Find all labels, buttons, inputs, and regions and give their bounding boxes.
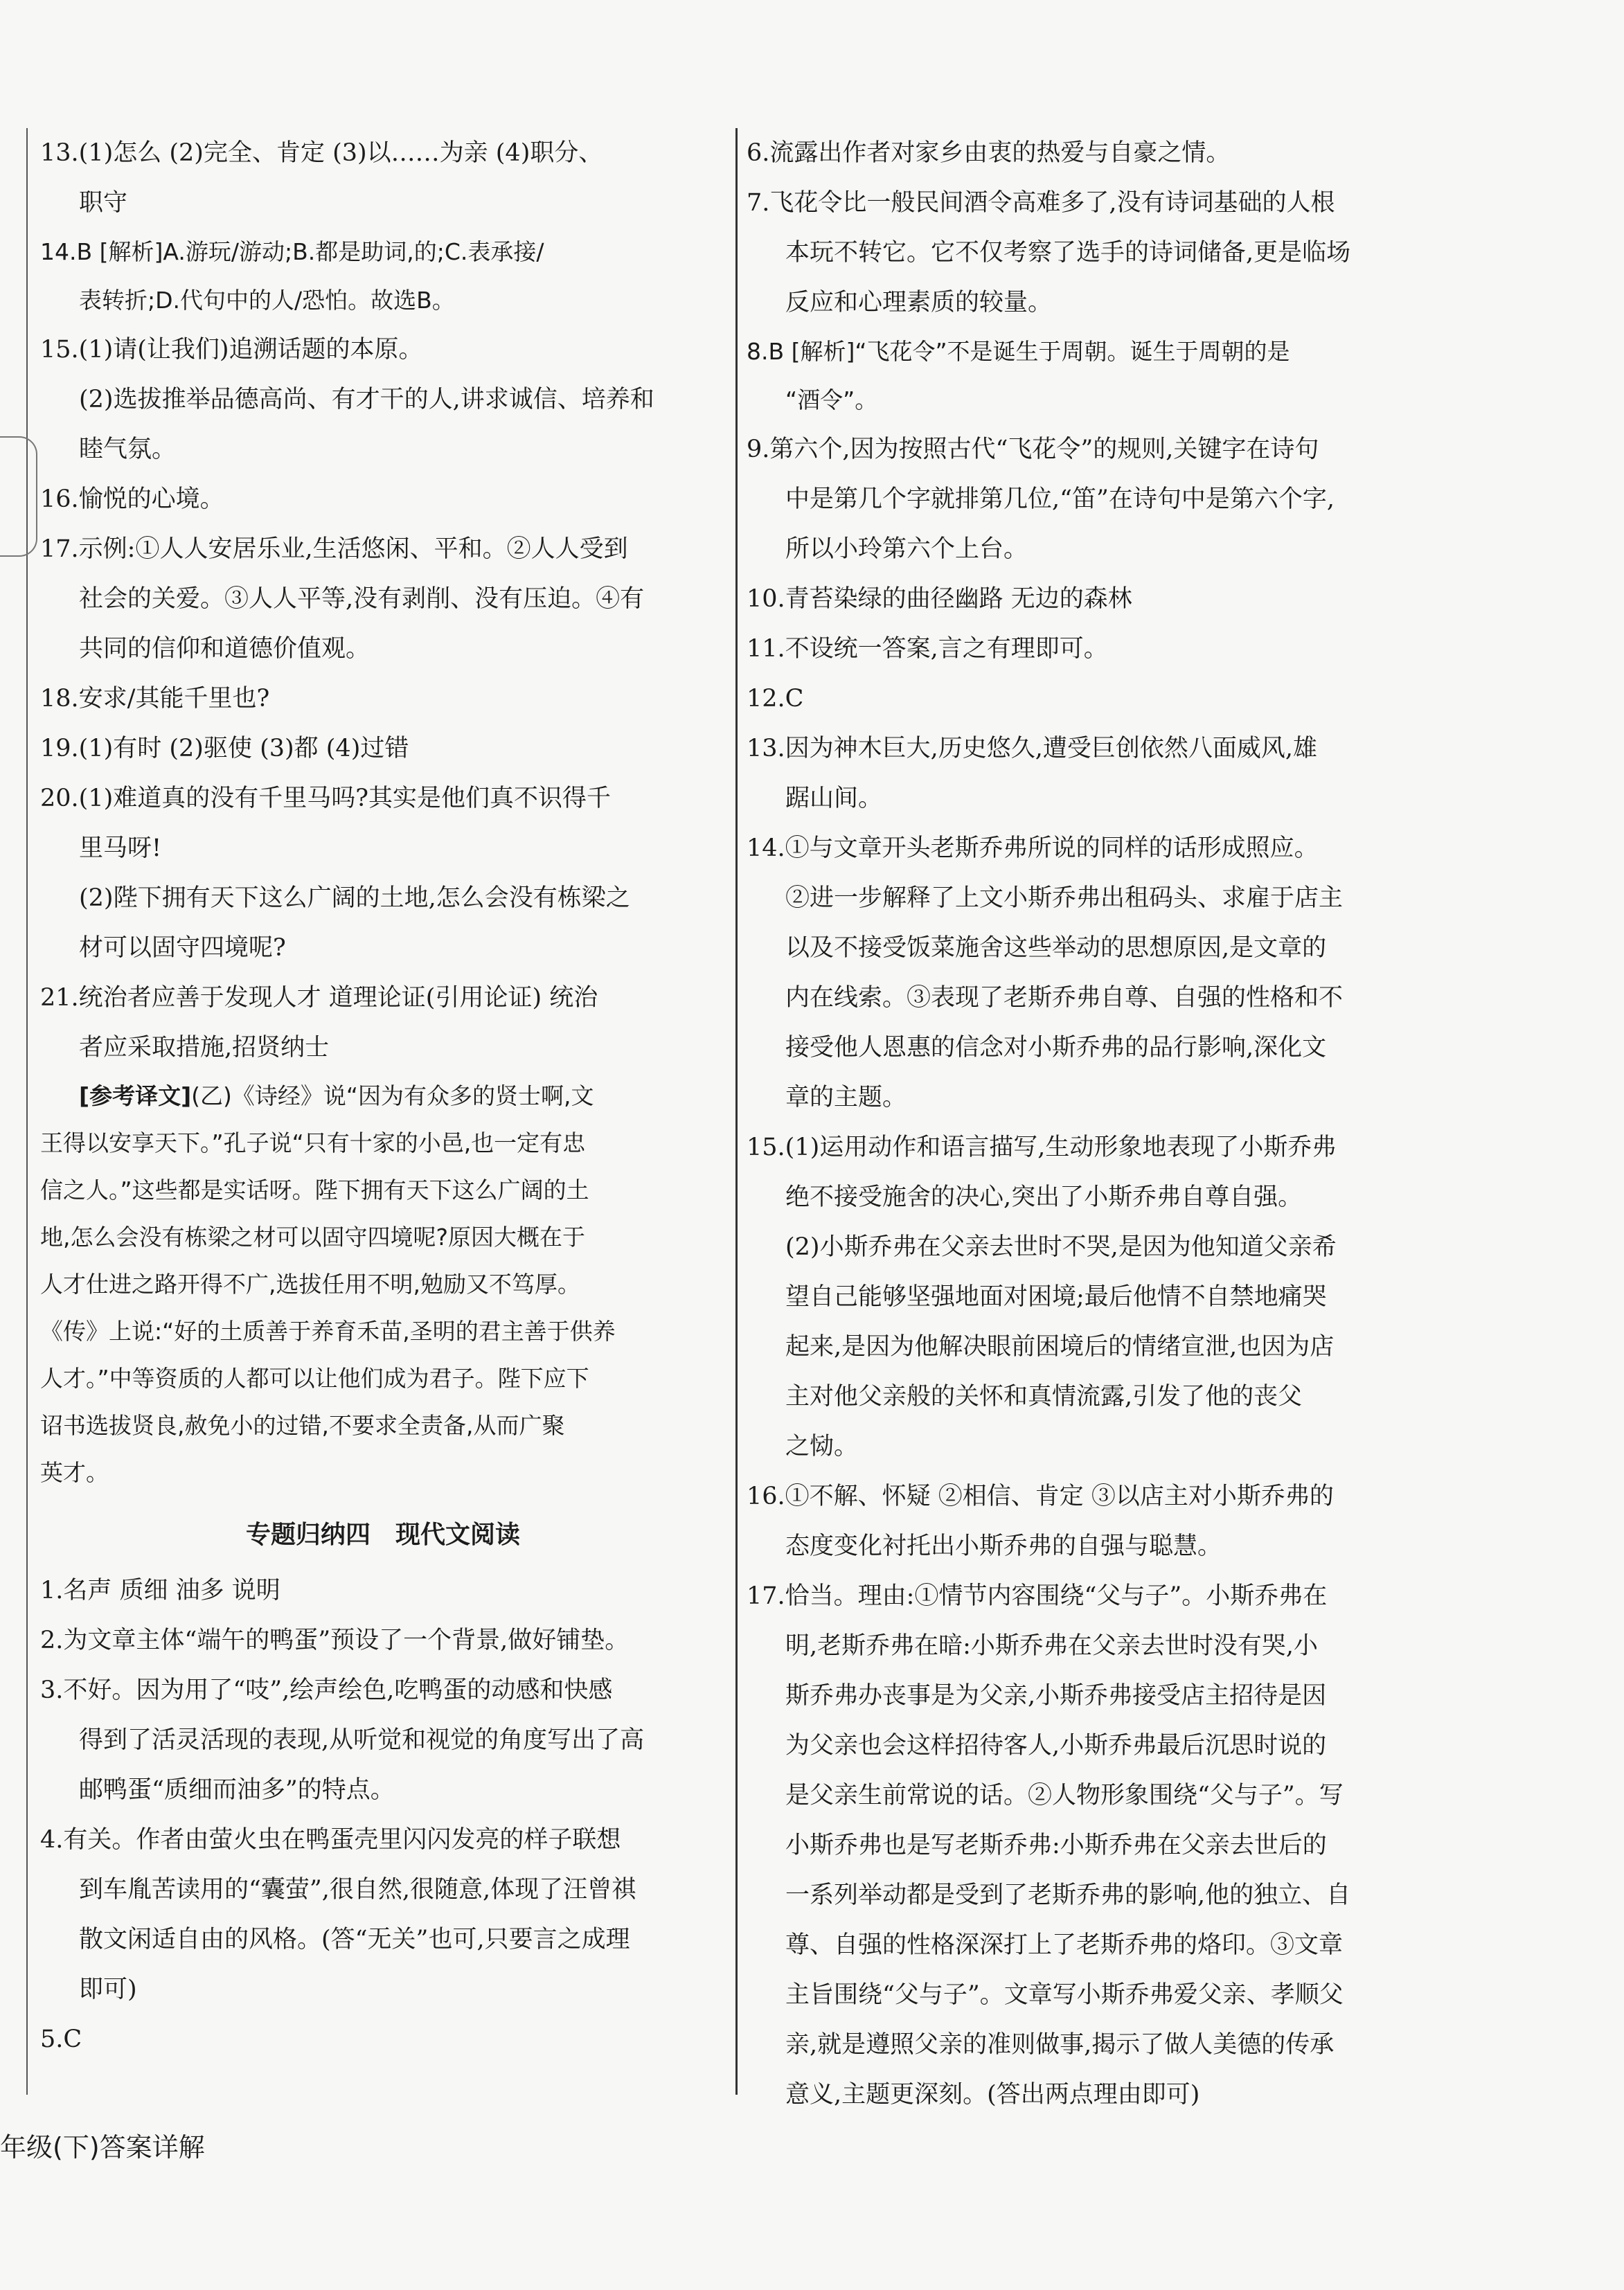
modern-answer-17: 17.恰当。理由:①情节内容围绕“父与子”。小斯乔弗在 明,老斯乔弗在暗:小斯乔弗在父亲去世时没有哭,小 斯乔弗办丧事是为父亲,小斯乔弗接受店主招待是因 为父亲也会这样招待客人,小斯乔弗最后沉思时说的 是父亲生前常说的话。②人物形象围绕“父与子”。写 小斯乔弗也是写老斯乔弗:小斯乔弗在父亲去世后的 一系列举动都是受到了老斯乔弗的影响,他的独立、自 尊、自强的性格深深打上了老斯乔弗的烙印。③文章 主旨围绕“父与子”。文章写小斯乔弗爱父亲、孝顺父 亲,就是遵照父亲的准则做事,揭示了做人美德的传承 意义,主题更深刻。(答出两点理由即可) [747,1582,1351,2109]
modern-answer-4: 4.有关。作者由萤火虫在鸭蛋壳里闪闪发亮的样子联想 到车胤苦读用的“囊萤”,很自然,很随意,体现了汪曾祺 散文闲适自由的风格。(答“无关”也可,只要言之成理 即可) [40,1826,636,2003]
modern-answer-14: 14.①与文章开头老斯乔弗所说的同样的话形成照应。 ②进一步解释了上文小斯乔弗出租码头、求雇于店主 以及不接受饭菜施舍这些举动的思想原因,是文章的 内在线索。③表现了老斯乔弗自尊、自强的性格和不 接受他人恩惠的信念对小斯乔弗的品行影响,深化文 章的主题。 [747,834,1344,1111]
modern-answer-16: 16.①不解、怀疑 ②相信、肯定 ③以店主对小斯乔弗的 态度变化衬托出小斯乔弗的自强与聪慧。 [747,1483,1334,1560]
answer-17: 17.示例:①人人安居乐业,生活悠闲、平和。②人人受到 社会的关爱。③人人平等,没有剥削、没有压迫。④有 共同的信仰和道德价值观。 [40,535,645,663]
modern-answer-9: 9.第六个,因为按照古代“飞花令”的规则,关键字在诗句 中是第几个字就排第几位,“笛”在诗句中是第六个字, 所以小玲第六个上台。 [747,436,1335,563]
answer-14: 14.B [解析]A.游玩/游动;B.都是助词,的;C.表承接/ 表转折;D.代句中的人/恐怕。故选B。 [40,238,544,314]
answer-20: 20.(1)难道真的没有千里马吗?其实是他们真不识得千 里马呀! (2)陛下拥有天下这么广阔的土地,怎么会没有栋梁之 材可以固守四境呢? [40,785,630,962]
modern-answer-13: 13.因为神木巨大,历史悠久,遭受巨创依然八面威风,雄 踞山间。 [747,735,1318,812]
modern-answer-11: 11.不设统一答案,言之有理即可。 [747,635,1108,663]
modern-answer-12: 12.C [747,685,804,713]
modern-answer-10: 10.青苔染绿的曲径幽路 无边的森林 [747,585,1132,613]
column-divider [735,128,738,2095]
modern-answer-5: 5.C [40,2025,82,2053]
modern-answer-6: 6.流露出作者对家乡由衷的热爱与自豪之情。 [747,139,1231,167]
answer-21: 21.统治者应善于发现人才 道理论证(引用论证) 统治 者应采取措施,招贤纳士 [40,984,598,1062]
reference-translation: [参考译文](乙)《诗经》说“因为有众多的贤士啊,文 王得以安享天下。”孔子说“只有十家的小邑,也一定有忠 信之人。”这些都是实话呀。陛下拥有天下这么广阔的土 地,怎么会没有栋梁之材可以固守四境呢?原因大概在于 人才仕进之路开得不广,选拔任用不明,勉励又不笃厚。 《传》上说:“好的土质善于养育禾苗,圣明的君主善于供养 人才。”中等资质的人都可以让他们成为君子。陛下应下 诏书选拔贤良,赦免小的过错,不要求全责备,从而广聚 英才。 [40,1082,616,1486]
answer-13: 13.(1)怎么 (2)完全、肯定 (3)以……为亲 (4)职分、 职守 [40,139,603,217]
answer-16: 16.愉悦的心境。 [40,485,224,513]
modern-answer-8: 8.B [解析]“飞花令”不是诞生于周朝。诞生于周朝的是 “酒令”。 [747,338,1290,413]
left-margin-rule [26,128,28,2095]
right-column [747,128,1439,2120]
section-title: 专题归纳四 现代文阅读 [245,1521,520,1549]
answer-19: 19.(1)有时 (2)驱使 (3)都 (4)过错 [40,735,409,762]
modern-answer-15: 15.(1)运用动作和语言描写,生动形象地表现了小斯乔弗 绝不接受施舍的决心,突出了小斯乔弗自尊自强。 (2)小斯乔弗在父亲去世时不哭,是因为他知道父亲希 望自己能够坚强地面对困境;最后他情不自禁地痛哭 起来,是因为他解决眼前困境后的情绪宣泄,也因为店 主对他父亲般的关怀和真情流露,引发了他的丧父 之恸。 [747,1134,1337,1460]
page-footer: 年级(下)答案详解 [0,2132,205,2163]
left-column [40,128,726,2064]
modern-answer-1: 1.名声 质细 油多 说明 [40,1577,280,1604]
answer-15: 15.(1)请(让我们)追溯话题的本原。 (2)选拔推举品德高尚、有才干的人,讲求诚信、培养和 睦气氛。 [40,336,654,463]
answer-18: 18.安求/其能千里也? [40,685,270,713]
modern-answer-2: 2.为文章主体“端午的鸭蛋”预设了一个背景,做好铺垫。 [40,1627,630,1654]
binding-seal-icon [0,436,37,557]
modern-answer-3: 3.不好。因为用了“吱”,绘声绘色,吃鸭蛋的动感和快感 得到了活灵活现的表现,从听觉和视觉的角度写出了高 邮鸭蛋“质细而油多”的特点。 [40,1676,645,1804]
modern-answer-7: 7.飞花令比一般民间酒令高难多了,没有诗词基础的人根 本玩不转它。它不仅考察了选手的诗词储备,更是临场 反应和心理素质的较量。 [747,189,1351,316]
